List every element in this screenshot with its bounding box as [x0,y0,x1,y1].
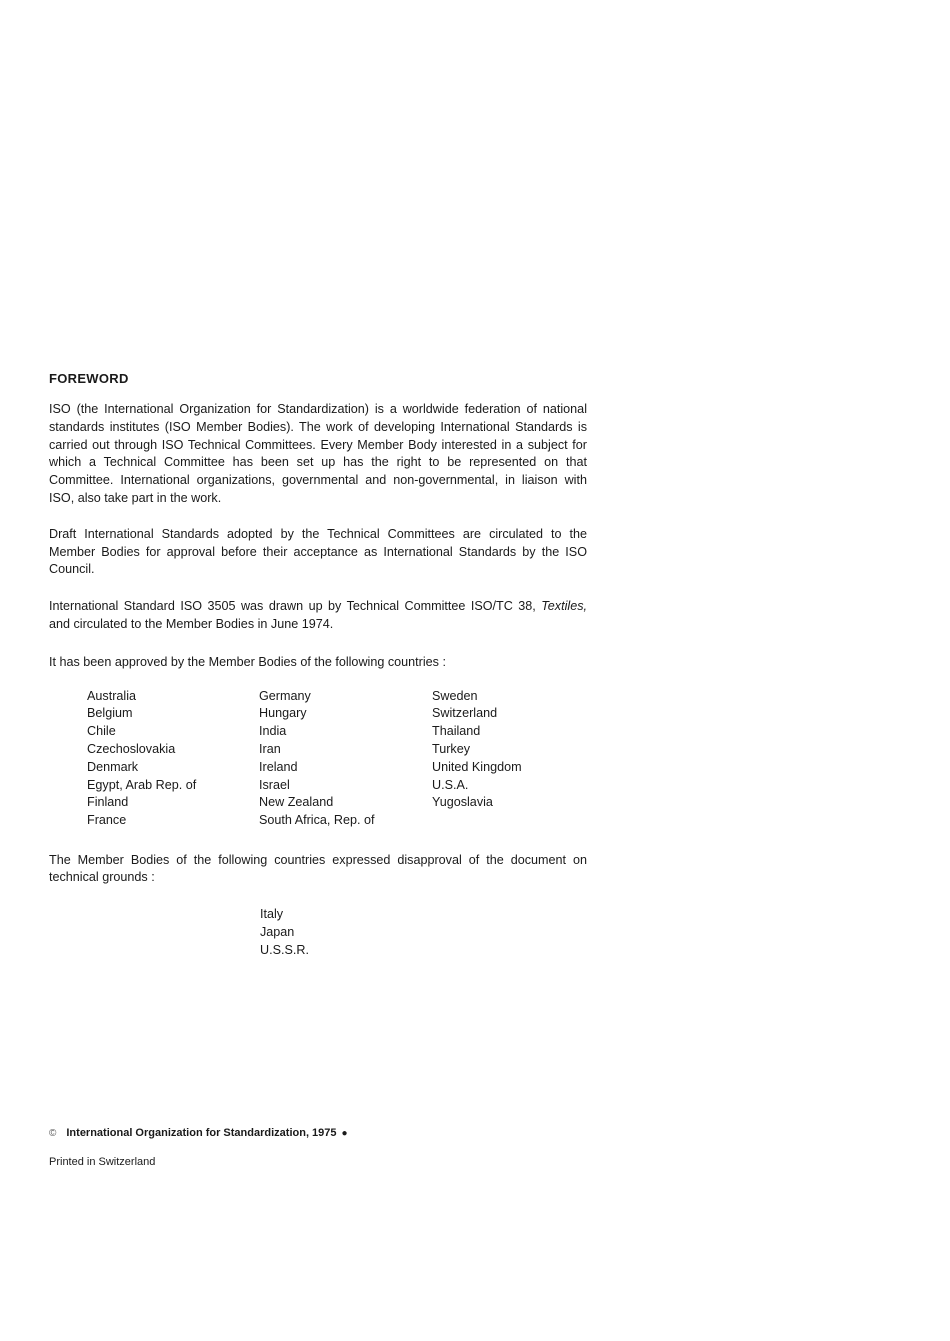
country-item: Turkey [432,741,471,756]
foreword-paragraph-drafts: Draft International Standards adopted by the Technical Committees are circulated to the Member Bodies for approval before their acceptance as International Standards by the ISO Council. [49,526,587,577]
country-item: France [87,813,127,828]
country-item: Sweden [432,688,478,703]
approving-countries-column-2 [259,688,375,830]
standard-text-end: and circulated to the Member Bodies in June 1974. [49,616,334,631]
country-item: Iran [259,741,281,756]
approving-countries-column-1 [87,688,196,830]
foreword-paragraph-iso: ISO (the International Organization for Standardization) is a worldwide federation of national standards institutes (ISO Member Bodies). The work of developing International Standards is carried out through ISO Technical Committees. Every Member Body interested in a subject for which a Technical Committee has been set up has the right to be represented on that Committee. International organizations, governmental and non-governmental, in liaison with ISO, also take part in the work. [49,402,587,505]
country-item: U.S.A. [432,777,469,792]
country-item: Italy [260,907,284,922]
country-item: Australia [87,688,136,703]
printed-location: Printed in Switzerland [49,1156,156,1168]
country-item: Finland [87,795,129,810]
country-item: Ireland [259,759,298,774]
country-item: Germany [259,688,311,703]
approving-countries-column-3 [432,688,522,813]
foreword-heading: FOREWORD [49,371,129,386]
country-item: Switzerland [432,706,498,721]
country-item: New Zealand [259,795,334,810]
bullet-icon: ● [341,1128,348,1139]
country-item: Belgium [87,706,133,721]
country-item: Egypt, Arab Rep. of [87,777,197,792]
approving-countries-list [87,688,587,830]
standard-text-start: International Standard ISO 3505 was drawn up by Technical Committee ISO/TC 38, [49,599,542,614]
country-item: Israel [259,777,290,792]
country-item: South Africa, Rep. of [259,813,375,828]
country-item: Chile [87,724,116,739]
disapproving-countries-list [260,906,587,959]
country-item: Yugoslavia [432,795,493,810]
foreword-paragraph-approval: It has been approved by the Member Bodies of the following countries : [49,654,446,669]
country-item: United Kingdom [432,759,522,774]
country-item: Japan [260,924,295,939]
copyright-text: International Organization for Standardization, 1975 [66,1127,337,1139]
country-item: U.S.S.R. [260,942,309,957]
country-item: Thailand [432,724,481,739]
country-item: India [259,724,287,739]
foreword-section [49,370,587,960]
country-item: Hungary [259,706,307,721]
foreword-paragraph-disapproval: The Member Bodies of the following countries expressed disapproval of the document on technical grounds : [49,852,587,885]
foreword-paragraph-standard [49,598,587,634]
committee-name: Textiles, [541,599,587,614]
copyright-icon: © [49,1128,57,1139]
copyright-notice [49,1125,348,1142]
country-item: Czechoslovakia [87,741,176,756]
country-item: Denmark [87,759,139,774]
